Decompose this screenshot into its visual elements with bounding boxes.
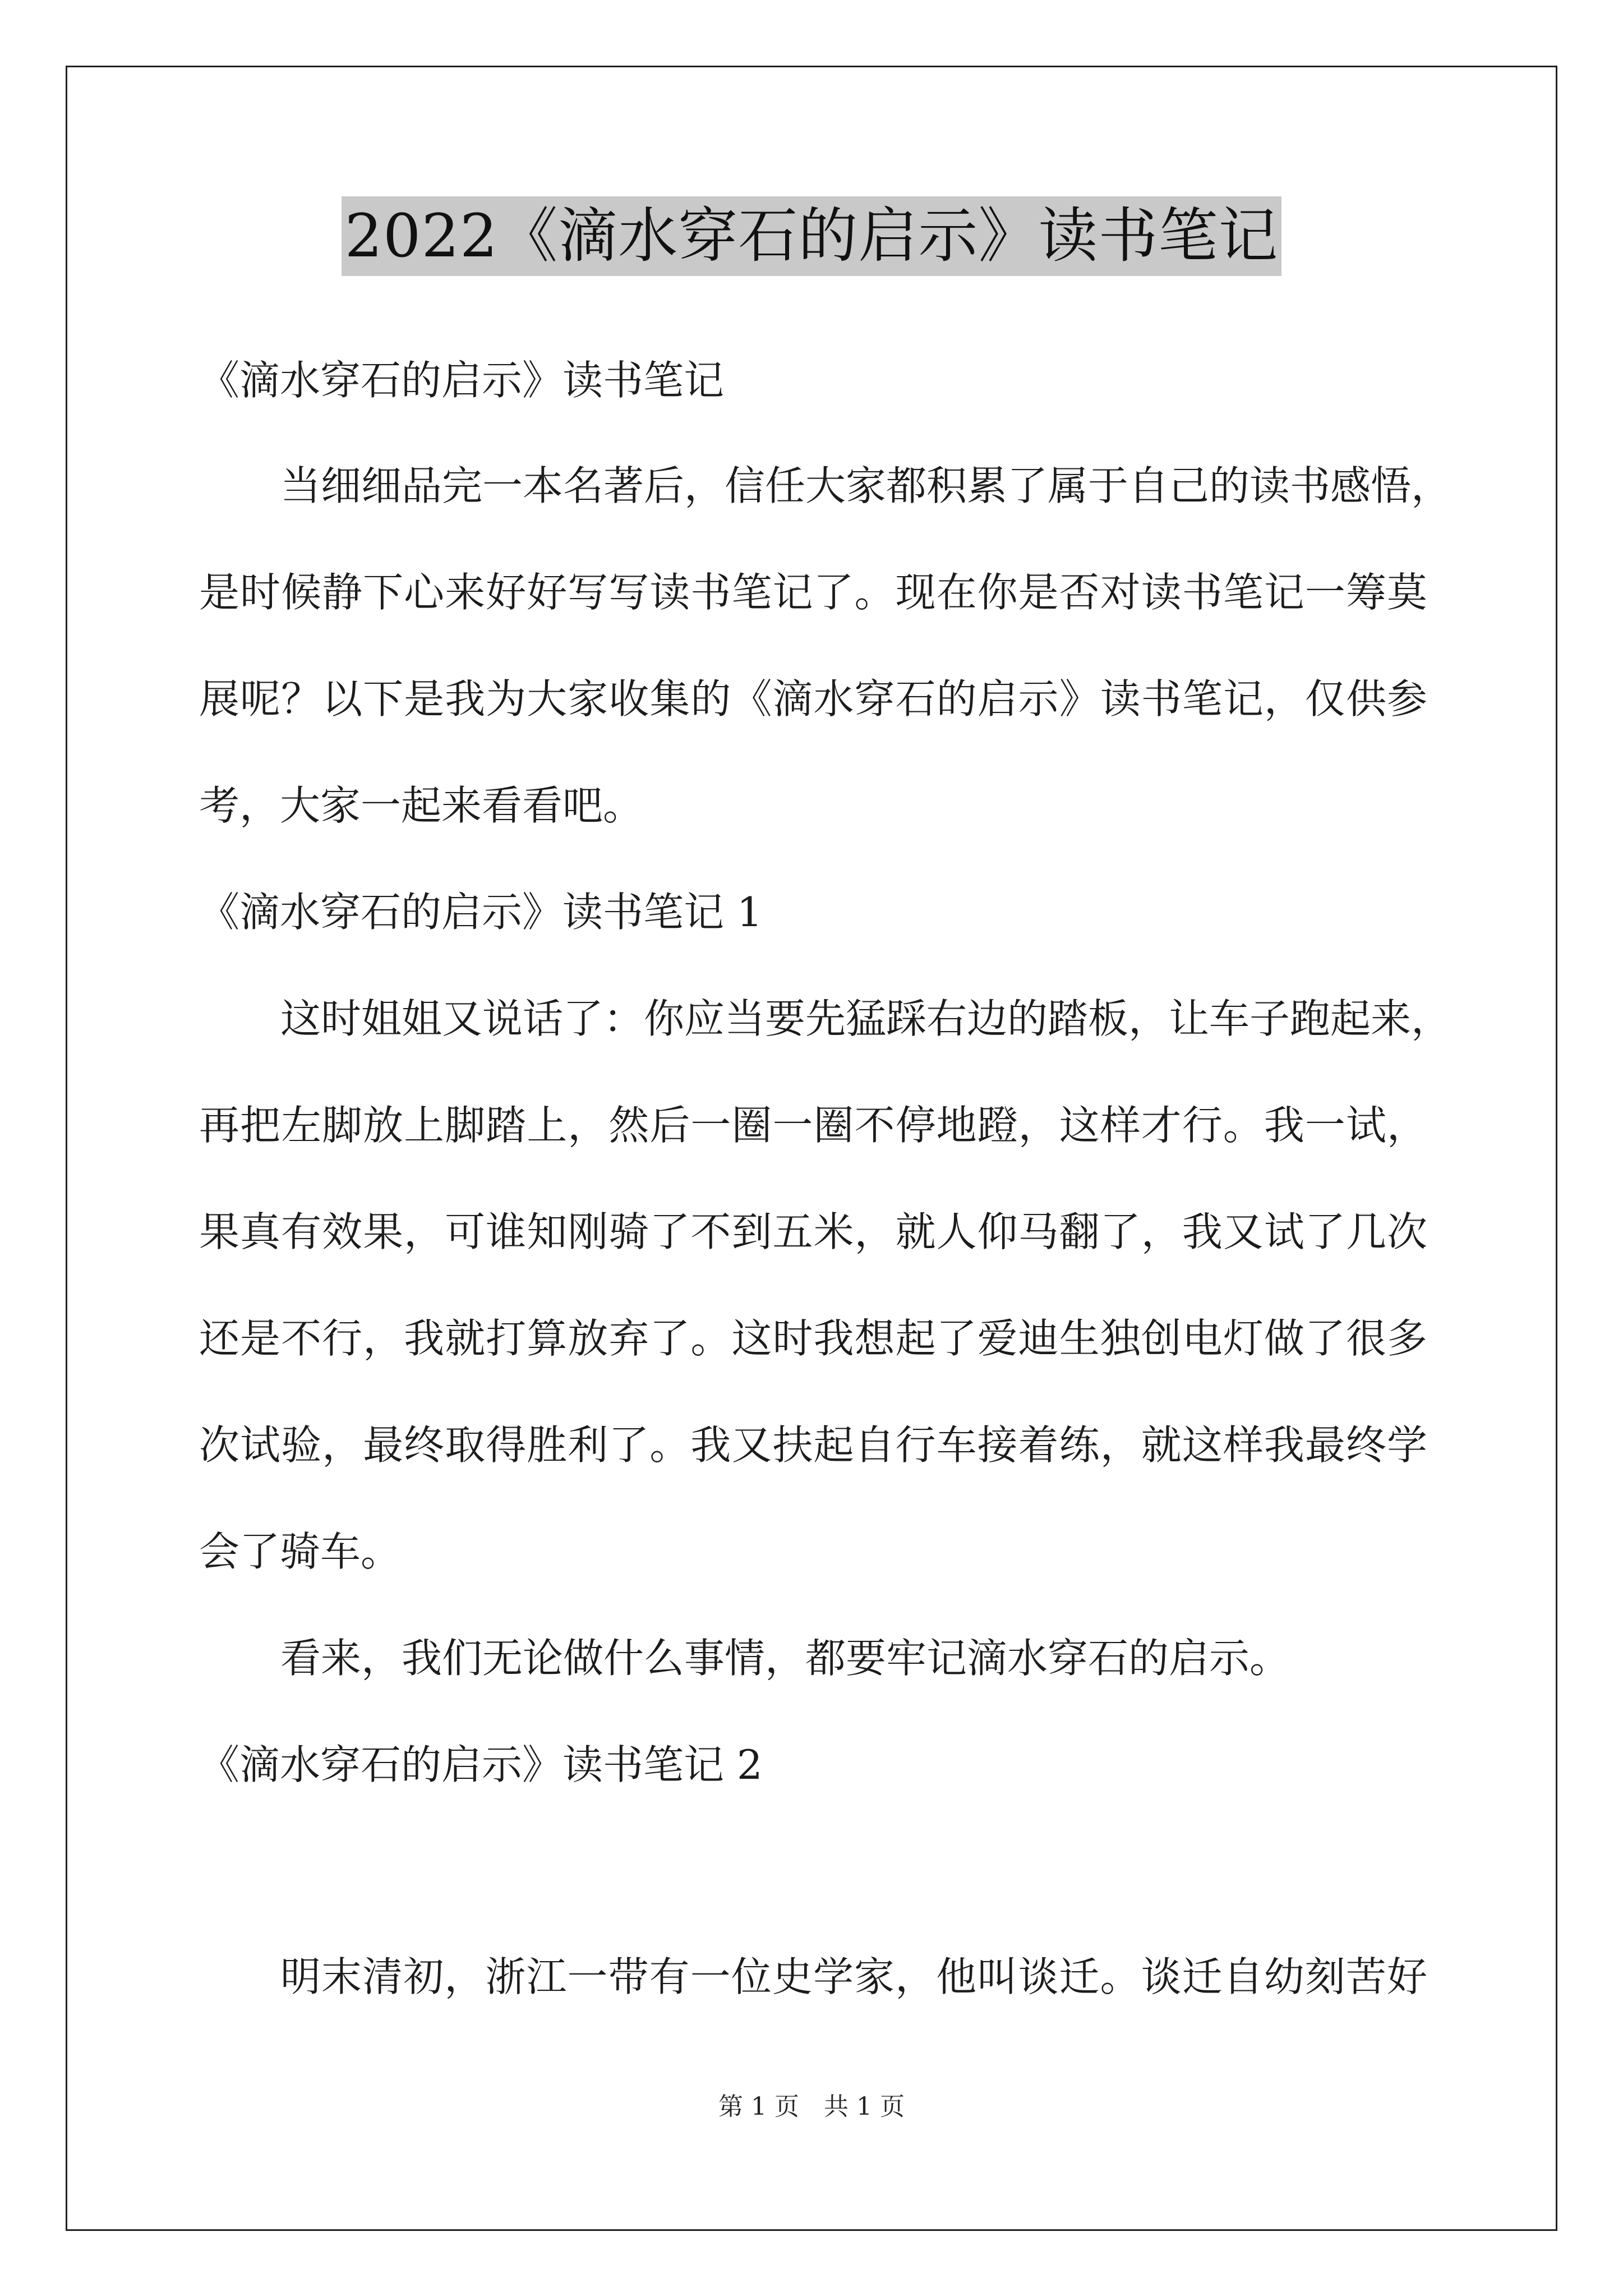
page-number-footer: 第 1 页 共 1 页 [718, 2092, 905, 2121]
section-2-heading: 《滴水穿石的启示》读书笔记 2 [199, 1741, 763, 1788]
section-1-heading: 《滴水穿石的启示》读书笔记 1 [199, 889, 763, 936]
intro-heading: 《滴水穿石的启示》读书笔记 [199, 357, 725, 404]
section-1-line-5: 次试验，最终取得胜利了。我又扶起自行车接着练，就这样我最终学 [199, 1421, 1427, 1469]
section-1-line-4: 还是不行，我就打算放弃了。这时我想起了爱迪生独创电灯做了很多 [199, 1315, 1427, 1362]
document-title: 2022《滴水穿石的启示》读书笔记 [342, 196, 1282, 276]
intro-line-2: 是时候静下心来好好写写读书笔记了。现在你是否对读书笔记一筹莫 [199, 569, 1427, 616]
intro-line-4: 考，大家一起来看看吧。 [199, 782, 644, 829]
section-1-paragraph-2: 看来，我们无论做什么事情，都要牢记滴水穿石的启示。 [280, 1635, 1290, 1682]
section-1-line-6: 会了骑车。 [199, 1528, 402, 1575]
section-1-line-2: 再把左脚放上脚踏上，然后一圈一圈不停地蹬，这样才行。我一试， [199, 1102, 1427, 1149]
title-container [0, 196, 1623, 276]
section-2-line-1: 明末清初，浙江一带有一位史学家，他叫谈迁。谈迁自幼刻苦好 [280, 1953, 1427, 2000]
section-1-line-3: 果真有效果，可谁知刚骑了不到五米，就人仰马翻了，我又试了几次 [199, 1208, 1427, 1255]
intro-line-1: 当细细品完一本名著后，信任大家都积累了属于自己的读书感悟， [280, 462, 1452, 509]
intro-line-3: 展呢？以下是我为大家收集的《滴水穿石的启示》读书笔记，仅供参 [199, 675, 1427, 723]
section-1-line-1: 这时姐姐又说话了：你应当要先猛踩右边的踏板，让车子跑起来， [280, 995, 1452, 1042]
